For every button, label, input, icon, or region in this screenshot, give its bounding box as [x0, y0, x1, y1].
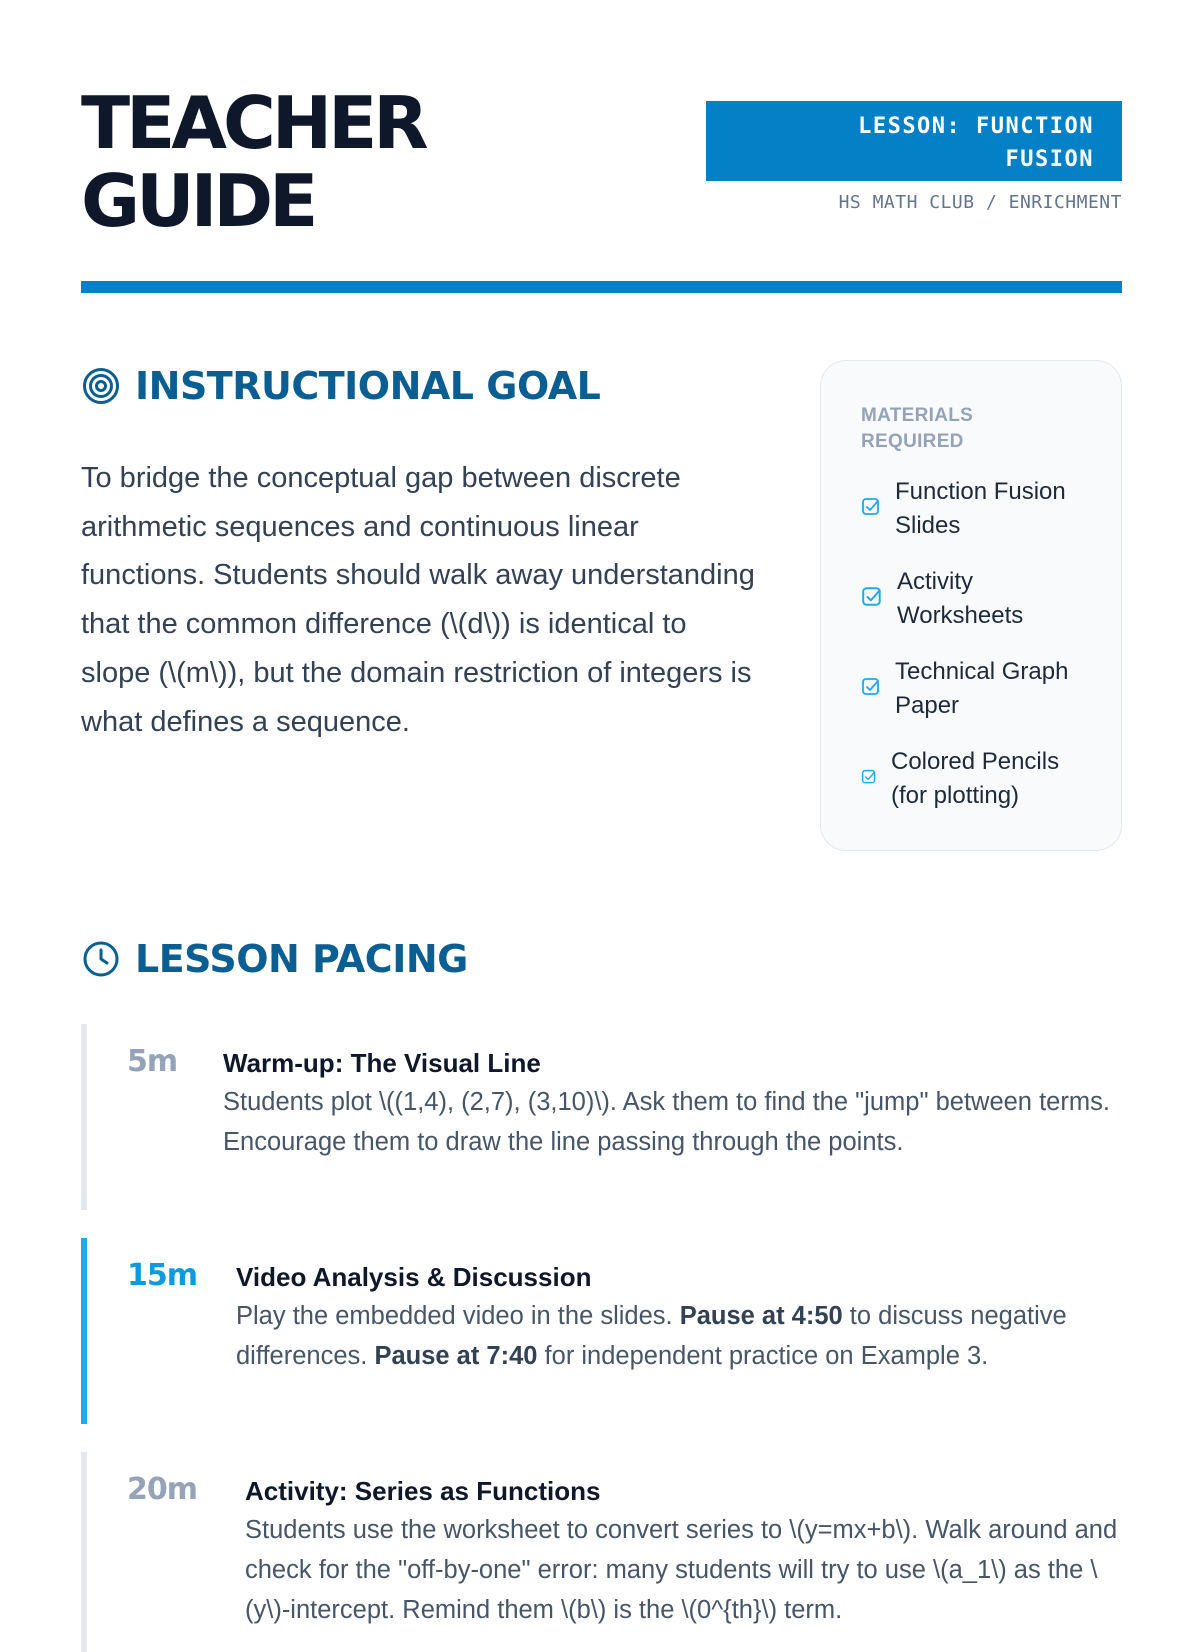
- instructional-goal-label: INSTRUCTIONAL GOAL: [135, 364, 601, 408]
- materials-item-label: Function Fusion Slides: [895, 478, 1066, 539]
- pacing-item-warmup: [81, 1024, 1122, 1210]
- pacing-duration: 20m: [127, 1472, 198, 1507]
- page-header: [81, 81, 1122, 244]
- pacing-body: [245, 1472, 1122, 1630]
- title-line-2: GUIDE: [81, 159, 315, 243]
- materials-title: MATERIALS REQUIRED: [861, 405, 974, 452]
- lesson-badge: [706, 101, 1122, 181]
- clock-icon: [81, 939, 121, 979]
- pacing-description: Students plot \((1,4), (2,7), (3,10)\). Ask them to find the "jump" between terms. Encourage them to draw the line passing through the points.: [223, 1088, 1110, 1156]
- materials-card: [820, 360, 1122, 851]
- target-icon: [81, 366, 121, 406]
- teacher-guide-page: [81, 0, 1122, 1624]
- checkbox-icon: [861, 586, 883, 613]
- materials-item-label: Colored Pencils (for plotting): [891, 748, 1060, 809]
- instructional-goal-text: To bridge the conceptual gap between discrete arithmetic sequences and continuous linear functions. Students should walk away understanding that the common difference (\(d\)) is identical to slope (\(m\)), but the domain restriction of integers is what defines a sequence.: [81, 462, 755, 738]
- pacing-item-activity: [81, 1452, 1122, 1652]
- lesson-badge-line-2: FUSION: [1005, 147, 1094, 172]
- checkbox-icon: [861, 677, 881, 702]
- pacing-duration: 5m: [127, 1044, 178, 1079]
- pacing-title: Warm-up: The Visual Line: [223, 1048, 541, 1078]
- materials-item: [861, 655, 1101, 723]
- checkbox-icon: [861, 497, 881, 522]
- materials-item: [861, 565, 1101, 633]
- lesson-pacing-heading: [81, 937, 468, 981]
- materials-item-label: Activity Worksheets: [897, 568, 1024, 629]
- materials-item: [861, 745, 1101, 813]
- pacing-description: [236, 1296, 1122, 1376]
- pacing-title: Video Analysis & Discussion: [236, 1262, 592, 1292]
- lesson-pacing-label: LESSON PACING: [135, 937, 468, 981]
- materials-item: [861, 475, 1101, 543]
- pacing-description-part: to discuss negative differences.: [236, 1302, 1067, 1370]
- pacing-item-video: [81, 1238, 1122, 1424]
- header-divider: [81, 281, 1122, 293]
- pacing-body: [223, 1044, 1122, 1162]
- lesson-subtitle: HS MATH CLUB / ENRICHMENT: [838, 192, 1122, 213]
- pacing-duration: 15m: [127, 1258, 198, 1293]
- instructional-goal-heading: [81, 364, 600, 408]
- pacing-title: Activity: Series as Functions: [245, 1476, 601, 1506]
- pacing-body: [236, 1258, 1122, 1376]
- lesson-badge-line-1: LESSON: FUNCTION: [858, 114, 1094, 139]
- title-line-1: TEACHER: [81, 81, 425, 165]
- checkbox-icon: [861, 769, 877, 790]
- pacing-description: Students use the worksheet to convert series to \(y=mx+b\). Walk around and check for the "off-by-one" error: many students will try to use \(a_1\) as the \(y\)-intercept. Remind them \(b\) is the \(0^{th}\) term.: [245, 1516, 1118, 1624]
- pause-timestamp-1: Pause at 4:50: [679, 1302, 843, 1330]
- pause-timestamp-2: Pause at 7:40: [374, 1342, 538, 1370]
- pacing-description-part: for independent practice on Example 3.: [537, 1342, 989, 1370]
- materials-item-label: Technical Graph Paper: [895, 658, 1069, 719]
- pacing-description-part: Play the embedded video in the slides.: [236, 1302, 680, 1330]
